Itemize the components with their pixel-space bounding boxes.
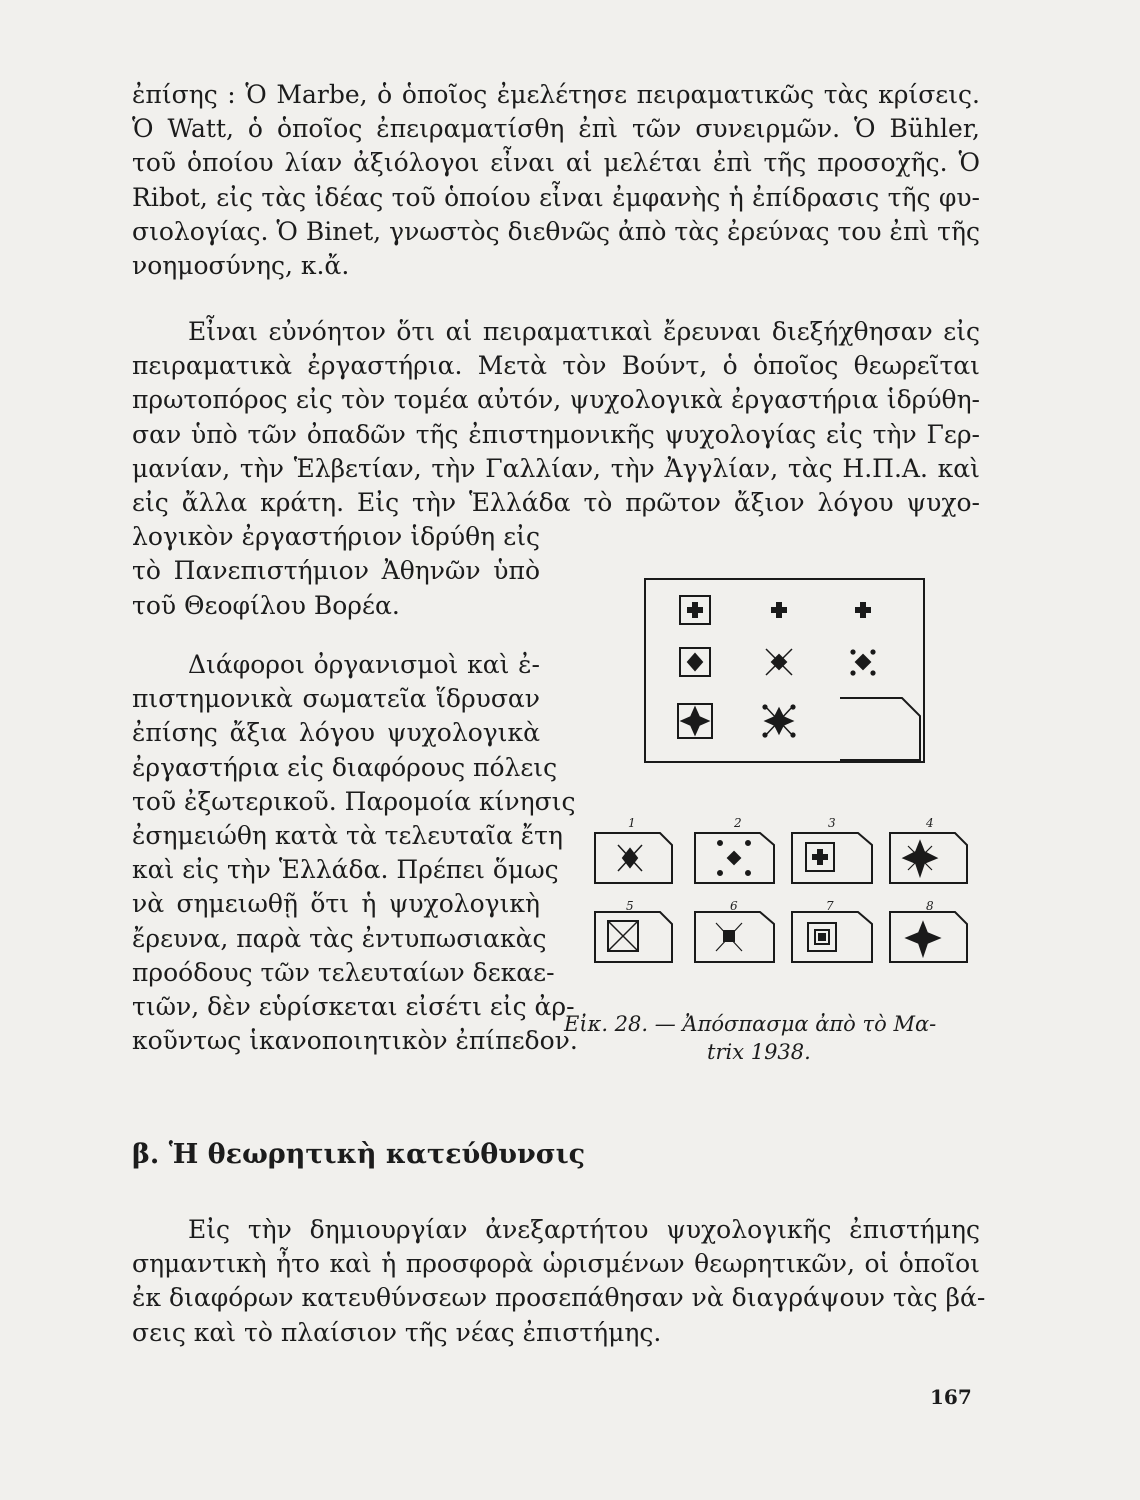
text-line: τὸ Πανεπιστήμιον Ἀθηνῶν ὑπὸ: [132, 556, 540, 586]
text-line: καὶ εἰς τὴν Ἑλλάδα. Πρέπει ὅμως: [132, 855, 559, 885]
option-number: 5: [626, 899, 634, 913]
paragraph-pioneers: [132, 78, 980, 283]
text-line: νοημοσύνης, κ.ἄ.: [132, 251, 350, 281]
paragraph-theoretical: [132, 1213, 986, 1350]
text-line: ἔρευνα, παρὰ τὰς ἐντυπωσιακὰς: [132, 923, 547, 953]
text-line: πρωτοπόρος εἰς τὸν τομέα αὐτόν, ψυχολογικὰ ἐργαστήρια ἱδρύθη-: [132, 385, 980, 415]
text-line: ἐσημειώθη κατὰ τὰ τελευταῖα ἔτη: [132, 821, 563, 851]
option-number: 2: [734, 816, 742, 830]
caption-line: trix 1938.: [707, 1040, 811, 1064]
option-number: 4: [926, 816, 934, 830]
text-line: ἐργαστήρια εἰς διαφόρους πόλεις: [132, 752, 558, 782]
text-line: ἐπίσης ἄξια λόγου ψυχολογικὰ: [132, 718, 540, 748]
text-line: τοῦ ἐξωτερικοῦ. Παρομοία κίνησις: [132, 786, 576, 816]
text-line: εἰς ἄλλα κράτη. Εἰς τὴν Ἑλλάδα τὸ πρῶτον ἄξιον λόγου ψυχο-: [132, 488, 980, 518]
figure-caption: [564, 1010, 960, 1066]
text-line: κοῦντως ἱκανοποιητικὸν ἐπίπεδον.: [132, 1026, 578, 1056]
text-line: σεις καὶ τὸ πλαίσιον τῆς νέας ἐπιστήμης.: [132, 1317, 662, 1347]
text-line: μανίαν, τὴν Ἑλβετίαν, τὴν Γαλλίαν, τὴν Ἀγγλίαν, τὰς Η.Π.Α. καὶ: [132, 453, 980, 483]
text-line: νὰ σημειωθῇ ὅτι ἡ ψυχολογικὴ: [132, 889, 540, 919]
text-line: Ribot, εἰς τὰς ἰδέας τοῦ ὁποίου εἶναι ἐμφανὴς ἡ ἐπίδρασις τῆς φυ-: [132, 182, 980, 212]
text-line: Ὁ Watt, ὁ ὁποῖος ἐπειραματίσθη ἐπὶ τῶν συνειρμῶν. Ὁ Bühler,: [132, 114, 980, 144]
page-number: 167: [930, 1385, 972, 1409]
text-line: τοῦ Θεοφίλου Βορέα.: [132, 590, 400, 620]
option-number: 7: [826, 899, 834, 913]
section-heading: β. Ἡ θεωρητικὴ κατεύθυνσις: [132, 1139, 586, 1170]
text-line: Εἰς τὴν δημιουργίαν ἀνεξαρτήτου ψυχολογικῆς ἐπιστήμης: [188, 1215, 980, 1244]
text-line: πιστημονικὰ σωματεῖα ἵδρυσαν: [132, 684, 540, 714]
paragraph-laboratories: [132, 315, 980, 623]
text-line: σιολογίας. Ὁ Binet, γνωστὸς διεθνῶς ἀπὸ τὰς ἐρεύνας του ἐπὶ τῆς: [132, 216, 980, 246]
text-line: Διάφοροι ὀργανισμοὶ καὶ ἐ-: [188, 650, 540, 679]
text-line: ἐπίσης : Ὁ Marbe, ὁ ὁποῖος ἐμελέτησε πειραματικῶς τὰς κρίσεις.: [132, 80, 980, 109]
text-line: προόδους τῶν τελευταίων δεκαε-: [132, 957, 555, 987]
text-line: τοῦ ὁποίου λίαν ἀξιόλογοι εἶναι αἱ μελέται ἐπὶ τῆς προσοχῆς. Ὁ: [132, 148, 980, 178]
text-line: λογικὸν ἐργαστήριον ἱδρύθη εἰς: [132, 522, 540, 552]
text-line: Εἶναι εὐνόητον ὅτι αἱ πειραματικαὶ ἔρευναι διεξήχθησαν εἰς: [188, 317, 980, 346]
text-line: ἐκ διαφόρων κατευθύνσεων προσεπάθησαν νὰ διαγράψουν τὰς βά-: [132, 1283, 986, 1313]
paragraph-organizations: [132, 648, 578, 1058]
text-line: σημαντικὴ ἦτο καὶ ἡ προσφορὰ ὡρισμένων θεωρητικῶν, οἱ ὁποῖοι: [132, 1249, 980, 1279]
option-number: 6: [730, 899, 738, 913]
option-number: 8: [926, 899, 934, 913]
option-number: 1: [628, 816, 636, 830]
answer-options-figure: [590, 815, 970, 985]
caption-line: Εἰκ. 28. — Ἀπόσπασμα ἀπὸ τὸ Μα-: [564, 1012, 937, 1036]
option-number: 3: [828, 816, 836, 830]
matrix-problem-figure: [644, 578, 926, 764]
text-line: τιῶν, δὲν εὑρίσκεται εἰσέτι εἰς ἀρ-: [132, 992, 575, 1022]
text-line: σαν ὑπὸ τῶν ὀπαδῶν τῆς ἐπιστημονικῆς ψυχολογίας εἰς τὴν Γερ-: [132, 419, 980, 449]
text-line: πειραματικὰ ἐργαστήρια. Μετὰ τὸν Βούντ, ὁ ὁποῖος θεωρεῖται: [132, 351, 980, 381]
